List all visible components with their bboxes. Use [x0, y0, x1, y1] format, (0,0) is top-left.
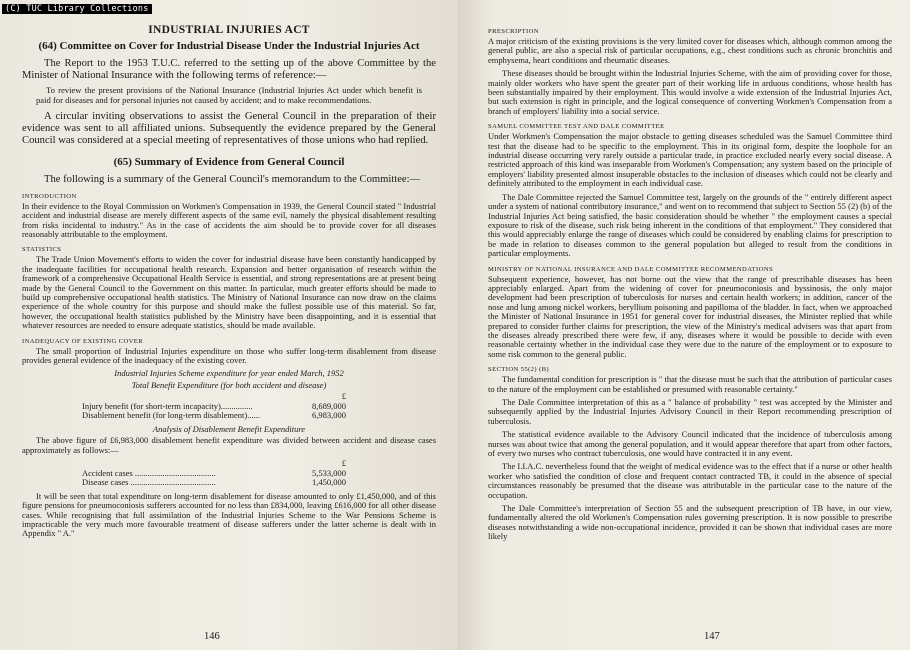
paragraph: The Dale Committee interpretation of this as a " balance of probability " test was accepted by the Minister and subsequently applied by the Industrial Injuries Advisory Council in their Report recommending prescription of tuberculosis.: [488, 397, 892, 426]
table-caption: Industrial Injuries Scheme expenditure for year ended March, 1952: [114, 368, 344, 379]
paragraph: The following is a summary of the General Council's memorandum to the Committee:—: [44, 174, 421, 186]
paragraph: The statistical evidence available to the Advisory Council indicated that the incidence of tuberculosis among nurses was about twice that among the general population, and it would appear therefore that apart from other factors, of every two nurses who contract tuberculosis, one would have contracted it in any event.: [488, 429, 892, 459]
row-amount: 6,983,000: [312, 410, 346, 421]
heading-ministry: MINISTRY OF NATIONAL INSURANCE AND DALE COMMITTEE RECOMMENDATIONS: [488, 265, 774, 273]
heading-samuel-committee: SAMUEL COMMITTEE TEST AND DALE COMMITTEE: [488, 123, 665, 131]
row-label: Accident cases ......................................: [82, 467, 216, 478]
paragraph: It will be seen that total expenditure on long-term disablement for disease amounted to only £1,450,000, and of this figure pensions for pneumoconiosis sufferers accounted for no less than £834,000, leaving £616,000 for all other disease cases. While recognising that full assimilation of the Industrial Injuries Scheme to the War Pensions Scheme is impracticable the very much more favourable treatment of disease sufferers under the latter scheme is dealt with in Appendix " A.": [22, 490, 436, 539]
paragraph: A major criticism of the existing provisions is the very limited cover for diseases which, although common among the general public, are also a special risk of particular occupations, e.g., chest conditions such as chronic bronchitis and emphysema, heart conditions and rheumatic diseases.: [488, 36, 892, 65]
table-caption: Analysis of Disablement Benefit Expenditure: [152, 423, 306, 434]
paragraph: A circular inviting observations to assist the General Council in the preparation of their evidence was sent to all affiliated unions. Subsequently the evidence prepared by the General Council was considered at a special meeting of representatives of those unions who had replied.: [22, 111, 436, 146]
paragraph: The I.I.A.C. nevertheless found that the weight of medical evidence was to the effect that if a nurse or other health worker who satisfied the condition of close and frequent contact contracted TB, it could in the absence of special circumstances reasonably be presumed that the disease was attributable in the particular case to the nature of the occupation.: [488, 461, 892, 500]
row-label: Disablement benefit (for long-term disablement)......: [82, 410, 260, 421]
row-amount: 1,450,000: [312, 477, 346, 488]
page-number: 147: [704, 631, 720, 642]
row-amount: 5,533,000: [312, 467, 346, 478]
paragraph: The above figure of £6,983,000 disablement benefit expenditure was divided between accident and disease cases approximately as follows:—: [22, 435, 436, 455]
table-caption: Total Benefit Expenditure (for both accident and disease): [131, 379, 327, 390]
right-page: [458, 0, 910, 650]
unit-label: £: [341, 458, 346, 469]
heading-statistics: STATISTICS: [22, 246, 62, 254]
paragraph: The fundamental condition for prescription is " that the disease must be such that the attribution of particular cases to the nature of the employment can be established or presumed with reasonable certainty.": [488, 374, 892, 394]
paragraph: Subsequent experience, however, has not borne out the view that the range of prescribable diseases has been appreciably enlarged. Apart from the widening of cover for pneumoconiosis and byssinosis, the only major development had been prescription of tuberculosis for nurses and certain health workers; in addition, cancer of the nose and lung among nickel workers, beryllium poisoning and papilloma of the bladder. In fact, when we approached the Minister of National Insurance in 1951 for general cover for industrial diseases, the Minister replied that while prepared to consider further claims for prescription, the view of the Ministry's medical advisers was that apart from the diseases already prescribed there were few, if any, diseases where it would be possible to decide with even reasonable certainty whether in the individual case they were due to the nature of the employment or to exposure to some risk common to the general public.: [488, 273, 892, 359]
heading-prescription: PRESCRIPTION: [488, 28, 539, 35]
paragraph: Under Workmen's Compensation the major obstacle to getting diseases scheduled was the Samuel Committee third test that the disease had to be specific to the employment. This in its original form, despite the loophole for an industrial disease occurring very rarely outside a particular trade, in practice excluded nearly every social disease. A restricted approach of this kind was inseparable from Workmen's Compensation; any system based on the principle of employers' liability presented almost insuperable obstacles to the inclusion of diseases which could not be clearly and definitely attributed to the employment in each individual case.: [488, 131, 892, 189]
table-row: [82, 411, 372, 421]
heading-inadequacy: INADEQUACY OF EXISTING COVER: [22, 337, 144, 345]
paragraph: The Dale Committee's interpretation of Section 55 and the subsequent prescription of TB have, in our view, fundamentally altered the old Workmen's Compensation rules governing prescription. It is now possible to prescribe diseases notwithstanding a wide non-occupational incidence, provided it can be shown that individual cases are more likely: [488, 503, 892, 542]
row-amount: 8,689,000: [312, 400, 346, 411]
heading-introduction: INTRODUCTION: [22, 192, 77, 200]
section-65-title: (65) Summary of Evidence from General Council: [113, 156, 345, 169]
disablement-table: [82, 459, 372, 488]
unit-label: £: [341, 391, 346, 402]
page-number: 146: [204, 631, 220, 642]
paragraph: The Report to the 1953 T.U.C. referred to the setting up of the above Committee by the Minister of National Insurance with the following terms of reference:—: [22, 58, 436, 81]
row-label: Injury benefit (for short-term incapacity)...............: [82, 400, 253, 411]
paragraph: The Dale Committee rejected the Samuel Committee test, largely on the grounds of the " entirely different aspect under a system of national contributory insurance," and went on to recommend that subject to Section 55 (2) (b) of the Industrial Injuries Act being satisfied, the basic consideration should be whether " the employment causes a special exposure to risk of the disease, such risk being inherent in the conditions of that employment." They considered that this would appreciably enlarge the range of diseases which could be considered by enabling claims for prescription to be made in relation to diseases common to the general population but alleged to result from the conditions in particular employments.: [488, 191, 892, 259]
act-title: INDUSTRIAL INJURIES ACT: [148, 24, 310, 36]
heading-section-55: SECTION 55(2) (B): [488, 366, 550, 374]
terms-of-reference-quote: To review the present provisions of the National Insurance (Industrial Injuries Act under which benefit is paid for diseases and for personal injuries not caused by accident; and to make recommendations.: [36, 85, 422, 105]
paragraph: The small proportion of Industrial Injuries expenditure on those who suffer long-term disablement from disease provides general evidence of the inadequacy of the existing cover.: [22, 345, 436, 366]
paragraph: The Trade Union Movement's efforts to widen the cover for industrial disease have been constantly handicapped by the inadequate facilities for occupational health research. Expansion and better organisation of research within the framework of a comprehensive Occupational Health Service is essential, and strong representations are at present being made by the General Council to the Government on this matter. In particular, much greater efforts should be made to build up comprehensive occupational health statistics. The Ministry of National Insurance can now draw on the claims experience of the whole country for this purpose and should make the fullest possible use of this material. So far, however, the occupational health statistics published by the Ministry have been disappointing, and it is essential that whatever resources are needed to ensure adequate statistics, should be made available.: [22, 254, 436, 331]
paragraph: These diseases should be brought within the Industrial Injuries Scheme, with the aim of providing cover for those, mainly older workers who have spent the greater part of their working life in arduous conditions, whose health has been substantially impaired by their employment. This would involve a wide extension of the Industrial Injuries Act, but such extension is right in principle, and the logical consequence of converting Workmen's Compensation from a branch of employers' liability into a social service.: [488, 68, 892, 116]
expenditure-table: [82, 392, 372, 421]
paragraph: In their evidence to the Royal Commission on Workmen's Compensation in 1939, the General Council stated " Industrial accident and industrial disease are merely different aspects of the same evil, namely the physical disablement resulting from risks incidental to industry." As in the case of accidents the aim should be to provide cover for all diseases reasonably attributable to the employment.: [22, 200, 436, 239]
section-64-title: (64) Committee on Cover for Industrial Disease Under the Industrial Injuries Act: [38, 40, 420, 52]
row-label: Disease cases ........................................: [82, 477, 216, 488]
copyright-watermark: (C) TUC Library Collections: [2, 4, 152, 14]
table-row: [82, 478, 372, 488]
